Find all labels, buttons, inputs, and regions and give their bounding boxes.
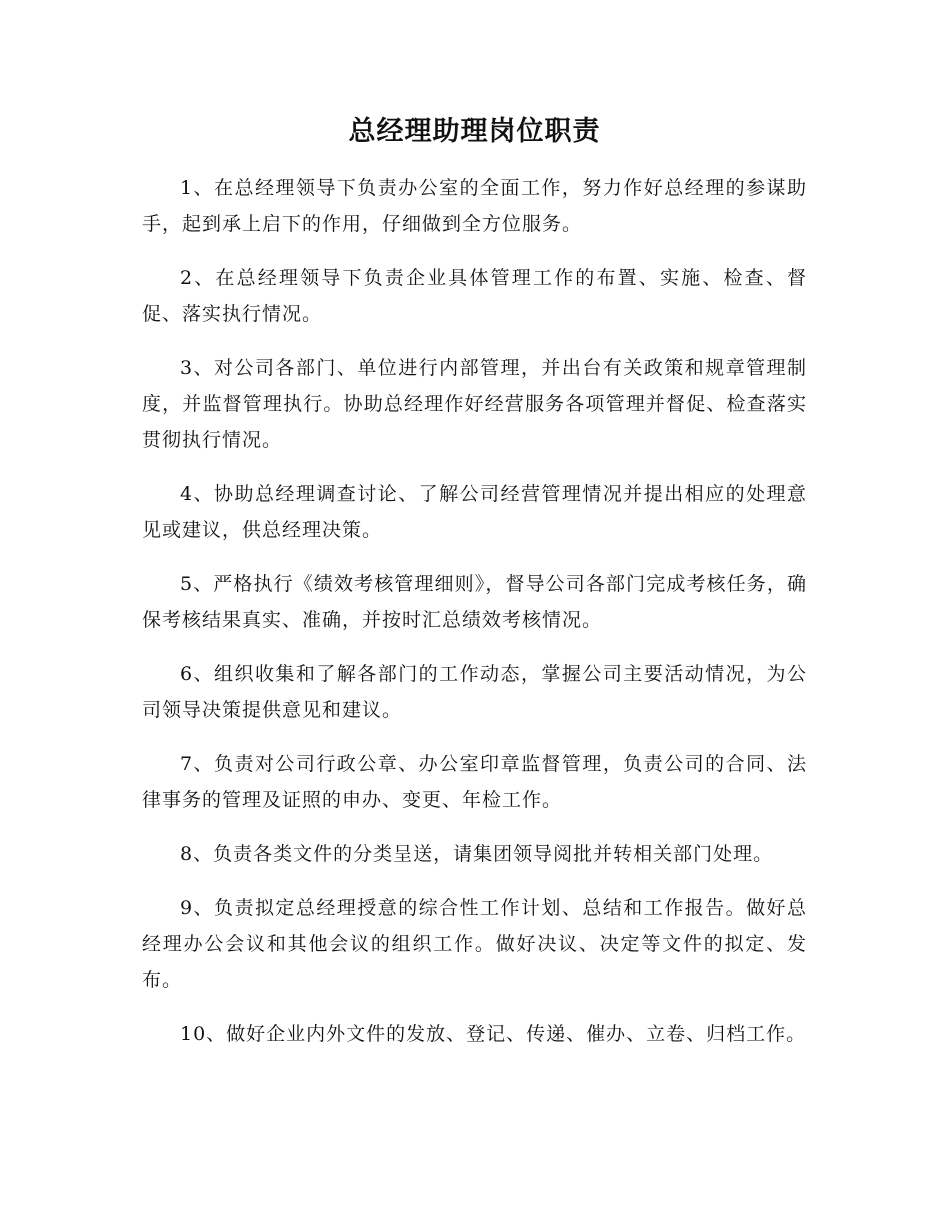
duty-item-7: 7、负责对公司行政公章、办公室印章监督管理，负责公司的合同、法律事务的管理及证照的申办、变更、年检工作。 [142,753,807,811]
duty-item-2: 2、在总经理领导下负责企业具体管理工作的布置、实施、检查、督促、落实执行情况。 [142,267,807,325]
duty-item-3: 3、对公司各部门、单位进行内部管理，并出台有关政策和规章管理制度，并监督管理执行。协助总经理作好经营服务各项管理并督促、检查落实贯彻执行情况。 [142,357,807,451]
duty-item-1: 1、在总经理领导下负责办公室的全面工作，努力作好总经理的参谋助手，起到承上启下的作用，仔细做到全方位服务。 [142,177,807,235]
duty-item-6: 6、组织收集和了解各部门的工作动态，掌握公司主要活动情况，为公司领导决策提供意见和建议。 [142,663,807,721]
duty-item-9: 9、负责拟定总经理授意的综合性工作计划、总结和工作报告。做好总经理办公会议和其他会议的组织工作。做好决议、决定等文件的拟定、发布。 [142,897,807,991]
duty-item-4: 4、协助总经理调查讨论、了解公司经营管理情况并提出相应的处理意见或建议，供总经理决策。 [142,483,807,541]
document-title: 总经理助理岗位职责 [348,116,601,147]
duty-item-5: 5、严格执行《绩效考核管理细则》，督导公司各部门完成考核任务，确保考核结果真实、准确，并按时汇总绩效考核情况。 [142,573,807,631]
duty-item-10: 10、做好企业内外文件的发放、登记、传递、催办、立卷、归档工作。 [180,1023,807,1045]
duty-item-8: 8、负责各类文件的分类呈送，请集团领导阅批并转相关部门处理。 [180,843,774,865]
document-page [142,108,807,1070]
